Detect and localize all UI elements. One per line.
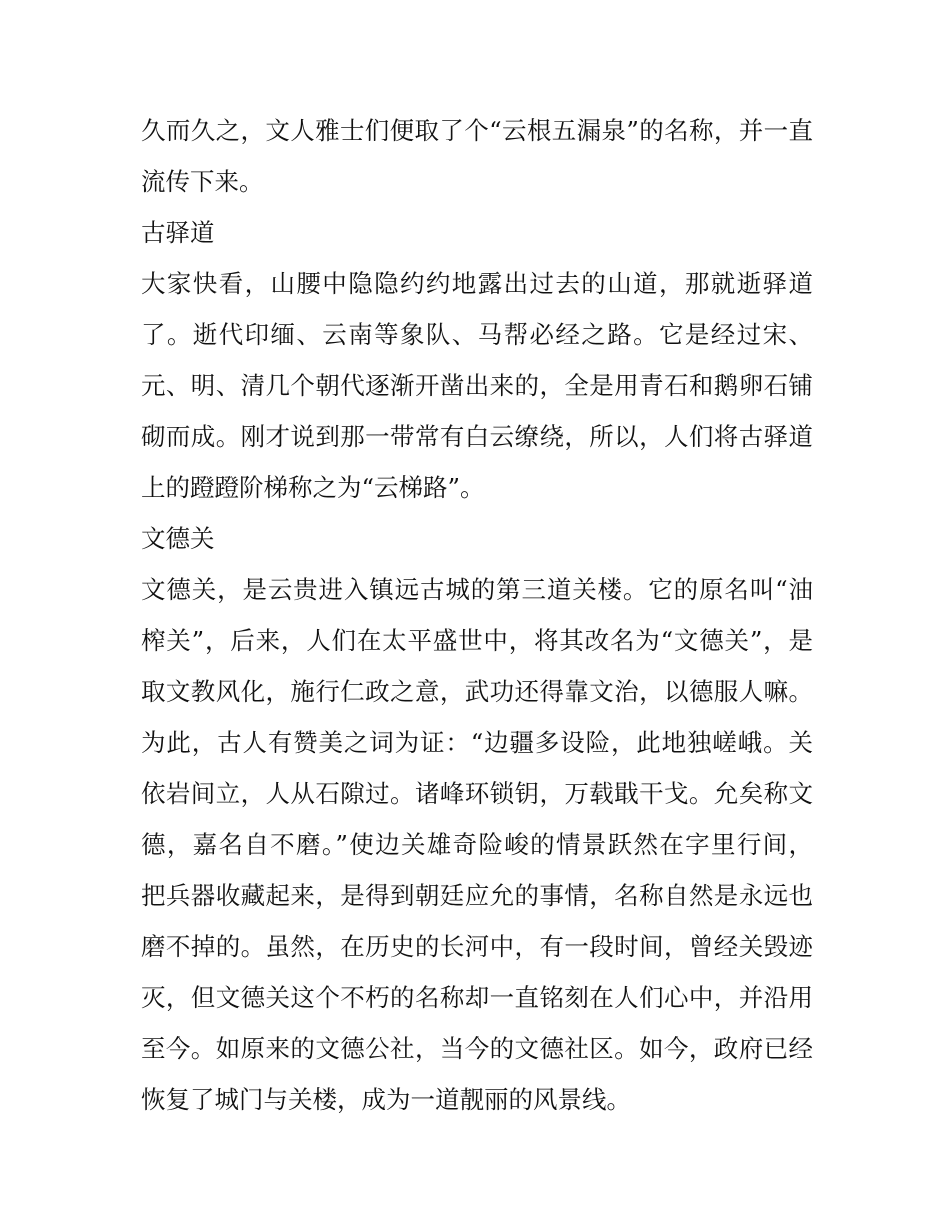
section-heading-wende-pass: 文德关 — [141, 524, 215, 553]
text-line-18: 灭，但文德关这个不朽的名称却一直铭刻在人们心中，并沿用 — [141, 983, 813, 1012]
text-line-11: 榨关”，后来，人们在太平盛世中，将其改名为“文德关”，是 — [141, 626, 813, 655]
text-line-5: 了。逝代印缅、云南等象队、马帮必经之路。它是经过宋、 — [141, 320, 813, 349]
text-line-20: 恢复了城门与关楼，成为一道靓丽的风景线。 — [141, 1085, 631, 1114]
text-line-19: 至今。如原来的文德公社，当今的文德社区。如今，政府已经 — [141, 1034, 813, 1063]
text-line-1: 久而久之，文人雅士们便取了个“云根五漏泉”的名称，并一直 — [141, 116, 813, 145]
text-line-8: 上的蹬蹬阶梯称之为“云梯路”。 — [141, 473, 485, 502]
text-line-13: 为此，古人有赞美之词为证：“边疆多设险，此地独嵯峨。关 — [141, 728, 813, 757]
text-line-15: 德，嘉名自不磨。”使边关雄奇险峻的情景跃然在字里行间， — [141, 830, 813, 859]
text-line-7: 砌而成。刚才说到那一带常有白云缭绕，所以，人们将古驿道 — [141, 422, 813, 451]
text-line-10: 文德关，是云贵进入镇远古城的第三道关楼。它的原名叫“油 — [141, 575, 813, 604]
document-body — [141, 105, 813, 1125]
text-line-16: 把兵器收藏起来，是得到朝廷应允的事情，名称自然是永远也 — [141, 881, 813, 910]
text-line-4: 大家快看，山腰中隐隐约约地露出过去的山道，那就逝驿道 — [141, 269, 813, 298]
text-line-14: 依岩间立，人从石隙过。诸峰环锁钥，万载戢干戈。允矣称文 — [141, 779, 813, 808]
section-heading-ancient-post-road: 古驿道 — [141, 218, 215, 247]
text-line-12: 取文教风化，施行仁政之意，武功还得靠文治，以德服人嘛。 — [141, 677, 813, 706]
text-line-2: 流传下来。 — [141, 167, 264, 196]
text-line-17: 磨不掉的。虽然，在历史的长河中，有一段时间，曾经关毁迹 — [141, 932, 813, 961]
text-line-6: 元、明、清几个朝代逐渐开凿出来的，全是用青石和鹅卵石铺 — [141, 371, 813, 400]
